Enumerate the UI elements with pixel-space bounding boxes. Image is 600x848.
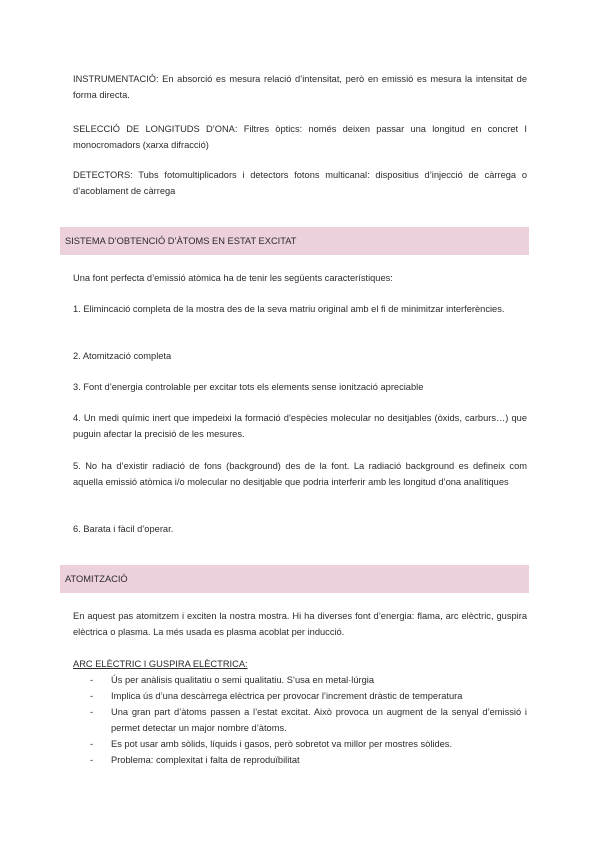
arc-spark-bullet-list bbox=[73, 672, 527, 768]
list-item-text: Ús per anàlisis qualitatiu o semi qualitatiu. S’usa en metal·lúrgia bbox=[111, 675, 375, 685]
section-lead-paragraph: Una font perfecta d’emissió atòmica ha de tenir les següents característiques: bbox=[73, 273, 393, 283]
list-item bbox=[73, 672, 527, 688]
list-item-text: Problema: complexitat i falta de reproduïbilitat bbox=[111, 755, 300, 765]
section-heading-excited-atoms bbox=[60, 227, 529, 255]
characteristic-item: 6. Barata i fàcil d’operar. bbox=[73, 524, 174, 534]
list-item bbox=[73, 704, 527, 736]
detectors-paragraph: DETECTORS: Tubs fotomultiplicadors i detectors fotons multicanal: dispositius d’injecció de càrrega o d’acoblament de càrrega bbox=[73, 170, 527, 196]
list-item bbox=[73, 736, 527, 752]
bullet-dash: - bbox=[90, 675, 94, 685]
characteristic-item: 3. Font d’energia controlable per excitar tots els elements sense ionització apreciable bbox=[73, 382, 424, 392]
atomization-lead-paragraph: En aquest pas atomitzem i exciten la nostra mostra. Hi ha diverses font d’energia: flama, arc elèctric, guspira elèctrica o plasma. La més usada es plasma acoblat per inducció. bbox=[73, 611, 527, 637]
wavelength-selection-paragraph: SELECCIÓ DE LONGITUDS D’ONA: Filtres òptics: només deixen passar una longitud en concret I monocromadors (xarxa difracció) bbox=[73, 124, 527, 150]
list-item bbox=[73, 752, 527, 768]
bullet-dash: - bbox=[90, 707, 94, 717]
list-item-text: Implica ús d’una descàrrega elèctrica per provocar l’increment dràstic de temperatura bbox=[111, 691, 463, 701]
characteristic-item: 5. No ha d’existir radiació de fons (background) des de la font. La radiació background es defineix com aquella emissió atòmica i/o molecular no desitjable que podria interferir amb les longitud d’ona analítiques bbox=[73, 461, 527, 487]
characteristic-item: 1. Elimincació completa de la mostra des de la seva matriu original amb el fi de minimitzar interferències. bbox=[73, 304, 505, 314]
instrumentation-paragraph: INSTRUMENTACIÓ: En absorció es mesura relació d’intensitat, però en emissió es mesura la intensitat de forma directa. bbox=[73, 74, 527, 100]
section-heading-text: SISTEMA D’OBTENCIÓ D’ÀTOMS EN ESTAT EXCITAT bbox=[65, 236, 297, 246]
characteristic-item: 2. Atomització completa bbox=[73, 351, 172, 361]
list-item-text: Es pot usar amb sòlids, líquids i gasos, però sobretot va millor per mostres sòlides. bbox=[111, 739, 453, 749]
bullet-dash: - bbox=[90, 755, 94, 765]
section-heading-text: ATOMITZACIÓ bbox=[65, 574, 128, 584]
bullet-dash: - bbox=[90, 691, 94, 701]
list-item bbox=[73, 688, 527, 704]
characteristic-item: 4. Un medi químic inert que impedeixi la formació d’espècies molecular no desitjables (òxids, carburs…) que puguin afectar la precisió de les mesures. bbox=[73, 413, 527, 439]
subheading-arc-spark: ARC ELÈCTRIC I GUSPIRA ELÈCTRICA: bbox=[73, 659, 248, 669]
list-item-text: Una gran part d’àtoms passen a l’estat excitat. Això provoca un augment de la senyal d’emissió i permet detectar un major nombre d’àtoms. bbox=[111, 707, 527, 733]
bullet-dash: - bbox=[90, 739, 94, 749]
section-heading-atomization bbox=[60, 565, 529, 593]
